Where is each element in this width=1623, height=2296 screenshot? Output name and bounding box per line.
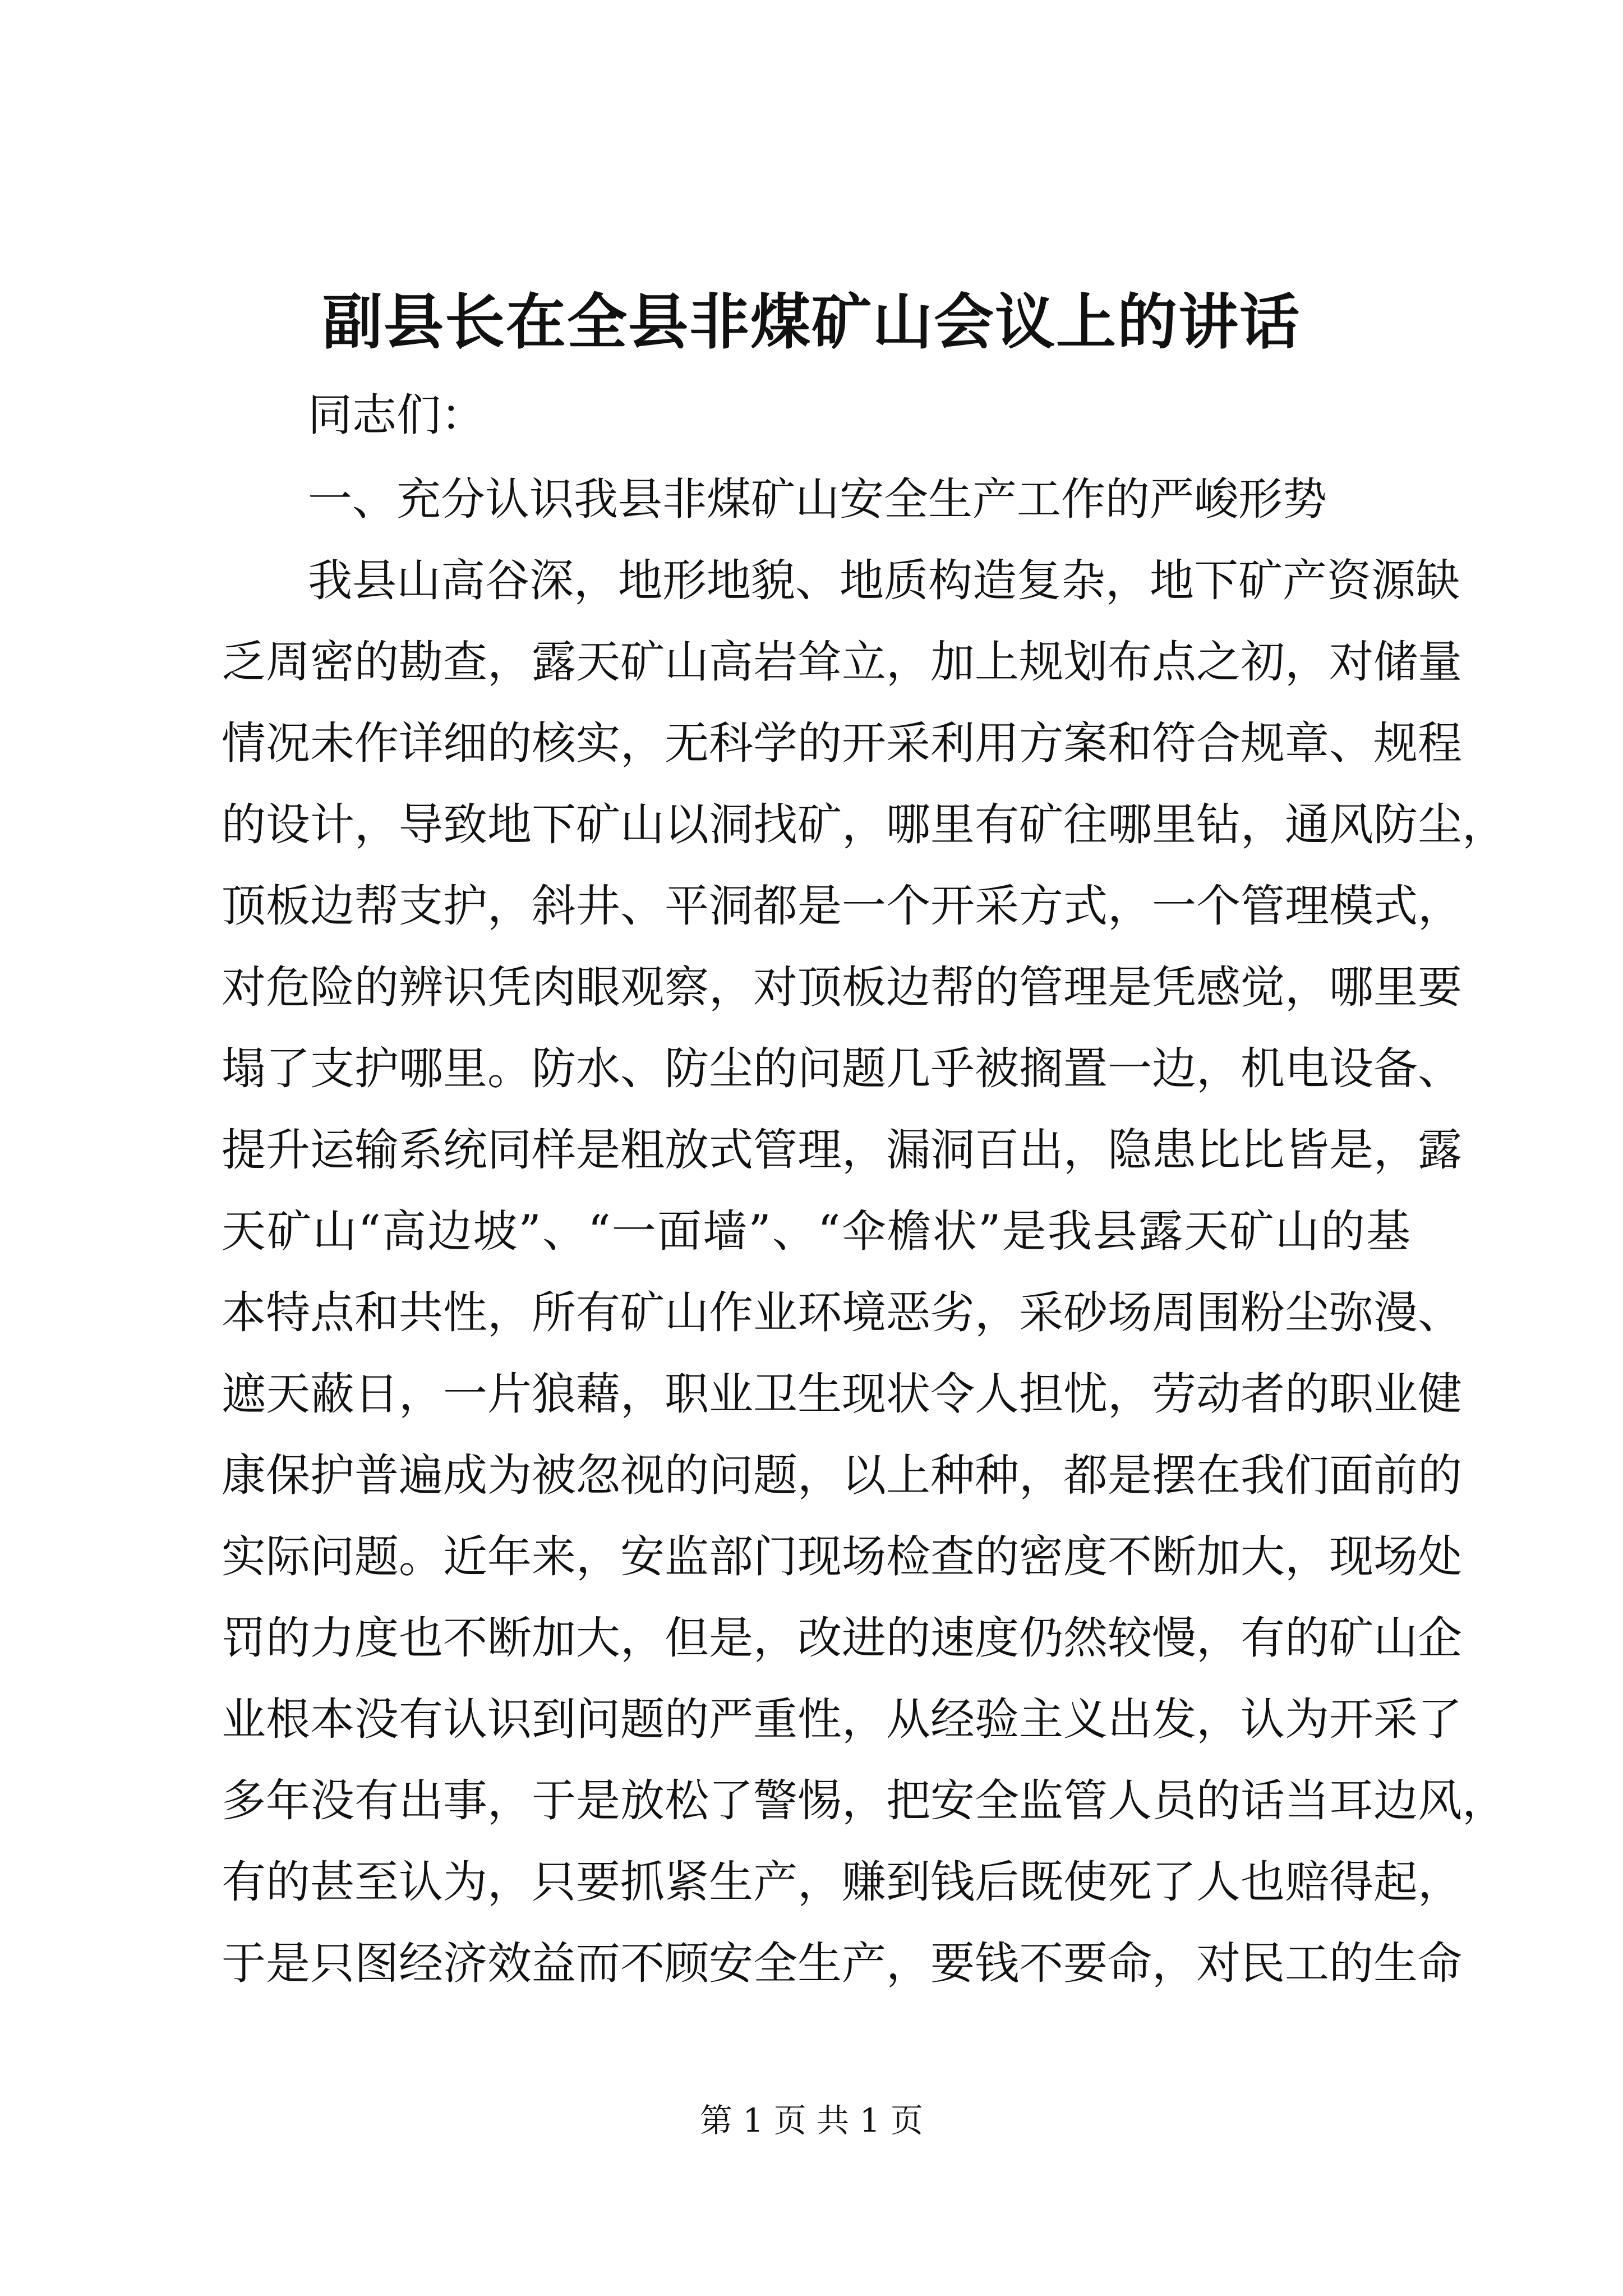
paragraph-line: 我县山高谷深，地形地貌、地质构造复杂，地下矿产资源缺 [308,555,1460,606]
section-heading: 一、充分认识我县非煤矿山安全生产工作的严峻形势 [308,473,1327,525]
paragraph-line: 有的甚至认为，只要抓紧生产，赚到钱后既使死了人也赔得起， [222,1856,1462,1908]
paragraph-line: 乏周密的勘查，露天矿山高岩耸立，加上规划布点之初，对储量 [222,636,1462,688]
paragraph-line: 天矿山“高边坡”、“一面墙”、“伞檐状”是我县露天矿山的基 [222,1205,1410,1257]
page-number-footer: 第 1 页 共 1 页 [700,2101,923,2139]
paragraph-line: 情况未作详细的核实，无科学的开采利用方案和符合规章、规程 [222,717,1462,769]
document-title: 副县长在全县非煤矿山会议上的讲话 [322,287,1301,357]
paragraph-line: 实际问题。近年来，安监部门现场检查的密度不断加大，现场处 [222,1531,1462,1582]
paragraph-line: 的设计，导致地下矿山以洞找矿，哪里有矿往哪里钻，通风防尘， [222,799,1506,850]
paragraph-line: 本特点和共性，所有矿山作业环境恶劣，采砂场周围粉尘弥漫、 [222,1287,1462,1338]
paragraph-line: 对危险的辨识凭肉眼观察，对顶板边帮的管理是凭感觉，哪里要 [222,961,1462,1013]
paragraph-line: 多年没有出事，于是放松了警惕，把安全监管人员的话当耳边风， [222,1775,1506,1826]
paragraph-line: 罚的力度也不断加大，但是，改进的速度仍然较慢，有的矿山企 [222,1612,1462,1664]
paragraph-line: 顶板边帮支护，斜井、平洞都是一个开采方式，一个管理模式， [222,880,1462,932]
paragraph-line: 遮天蔽日，一片狼藉，职业卫生现状令人担忧，劳动者的职业健 [222,1368,1462,1420]
paragraph-line: 塌了支护哪里。防水、防尘的问题几乎被搁置一边，机电设备、 [222,1043,1462,1094]
paragraph-line: 于是只图经济效益而不顾安全生产，要钱不要命，对民工的生命 [222,1938,1462,1989]
paragraph-line: 康保护普遍成为被忽视的问题，以上种种，都是摆在我们面前的 [222,1450,1462,1501]
salutation: 同志们： [308,389,485,441]
paragraph-line: 提升运输系统同样是粗放式管理，漏洞百出，隐患比比皆是，露 [222,1124,1462,1176]
paragraph-line: 业根本没有认识到问题的严重性，从经验主义出发，认为开采了 [222,1694,1462,1745]
